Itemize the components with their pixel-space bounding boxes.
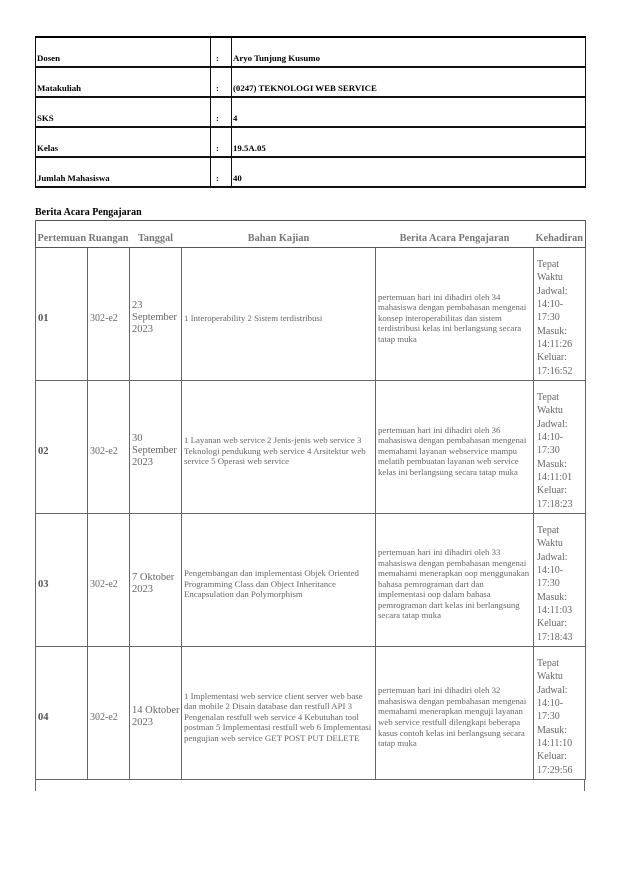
schedule-label: Jadwal: — [537, 551, 568, 563]
info-row-dosen — [36, 37, 586, 67]
attendance-info — [537, 657, 573, 777]
info-separator: : — [211, 127, 232, 157]
info-value-credits: 4 — [232, 97, 586, 127]
header-berita-acara: Berita Acara Pengajaran — [376, 221, 534, 248]
check-out-label: Keluar: — [537, 352, 567, 364]
info-row-jumlah-mahasiswa — [36, 157, 586, 187]
info-separator: : — [211, 157, 232, 187]
table-row — [36, 647, 586, 780]
teaching-report-table — [35, 220, 586, 780]
info-separator: : — [211, 97, 232, 127]
room: 302-e2 — [88, 248, 130, 381]
info-label: Jumlah Mahasiswa — [36, 157, 211, 187]
table-header-row — [36, 221, 586, 248]
meeting-date: 30 September 2023 — [130, 381, 182, 514]
meeting-date: 7 Oktober 2023 — [130, 514, 182, 647]
info-separator: : — [211, 37, 232, 67]
attendance-info — [537, 524, 573, 644]
room: 302-e2 — [88, 381, 130, 514]
header-ruangan: Ruangan — [88, 221, 130, 248]
check-out-label: Keluar: — [537, 618, 567, 630]
info-value-class: 19.5A.05 — [232, 127, 586, 157]
meeting-number: 01 — [36, 248, 88, 381]
room: 302-e2 — [88, 647, 130, 780]
schedule-time: 14:10-​17:30 — [537, 565, 564, 590]
check-in-time: 14:11:01 — [537, 471, 573, 483]
attendance-status: Tepat Waktu — [537, 392, 563, 417]
check-in-time: 14:11:10 — [537, 737, 573, 749]
header-tanggal: Tanggal — [130, 221, 182, 248]
check-in-label: Masuk: — [537, 458, 567, 470]
info-row-matakuliah — [36, 67, 586, 97]
schedule-time: 14:10-​17:30 — [537, 698, 564, 723]
info-row-kelas — [36, 127, 586, 157]
table-row — [36, 381, 586, 514]
attendance-cell — [534, 647, 586, 780]
section-title: Berita Acara Pengajaran — [35, 207, 142, 218]
meeting-number: 03 — [36, 514, 88, 647]
table-continuation — [35, 779, 585, 791]
schedule-label: Jadwal: — [537, 684, 568, 696]
meeting-number: 04 — [36, 647, 88, 780]
info-value-course: (0247) TEKNOLOGI WEB SERVICE — [232, 67, 586, 97]
schedule-time: 14:10-​17:30 — [537, 299, 564, 324]
teaching-report: pertemuan hari ini dihadiri oleh 34 mahasiswa dengan pembahasan mengenai konsep interoperabilitas dan sistem terdistribusi kelas ini berlangsung secara tatap muka — [376, 248, 534, 381]
attendance-info — [537, 391, 573, 511]
room: 302-e2 — [88, 514, 130, 647]
schedule-time: 14:10-​17:30 — [537, 432, 564, 457]
schedule-label: Jadwal: — [537, 418, 568, 430]
study-material: 1 Interoperability 2 Sistem terdistribusi — [182, 248, 376, 381]
info-label: SKS — [36, 97, 211, 127]
check-out-time: 17:29:56 — [537, 764, 573, 776]
check-in-label: Masuk: — [537, 591, 567, 603]
check-out-label: Keluar: — [537, 751, 567, 763]
check-out-time: 17:18:23 — [537, 498, 573, 510]
info-separator: : — [211, 67, 232, 97]
study-material: 1 Layanan web service 2 Jenis-jenis web service 3 Teknologi pendukung web service 4 Arsitektur web service 5 Operasi web service — [182, 381, 376, 514]
info-value-lecturer: Aryo Tunjung Kusumo — [232, 37, 586, 67]
header-kehadiran: Kehadiran — [534, 221, 586, 248]
check-in-label: Masuk: — [537, 325, 567, 337]
teaching-report: pertemuan hari ini dihadiri oleh 36 mahasiswa dengan pembahasan mengenai memahami layanan webservice mampu melatih pembuatan layanan web service kelas ini berlangsung secara tatap muka — [376, 381, 534, 514]
info-label: Dosen — [36, 37, 211, 67]
attendance-cell — [534, 381, 586, 514]
table-row — [36, 514, 586, 647]
info-label: Matakuliah — [36, 67, 211, 97]
teaching-report: pertemuan hari ini dihadiri oleh 33 mahasiswa dengan pembahasan mengenai memahami menerapkan oop menggunakan bahasa pemrograman dart dan implementasi oop dalam bahasa pemrograman dart kelas ini berlangsung secara tatap muka — [376, 514, 534, 647]
header-pertemuan: Pertemuan — [36, 221, 88, 248]
header-bahan-kajian: Bahan Kajian — [182, 221, 376, 248]
course-info-table — [35, 36, 586, 188]
meeting-date: 14 Oktober 2023 — [130, 647, 182, 780]
meeting-number: 02 — [36, 381, 88, 514]
attendance-status: Tepat Waktu — [537, 525, 563, 550]
check-in-label: Masuk: — [537, 724, 567, 736]
table-row — [36, 248, 586, 381]
info-value-student-count: 40 — [232, 157, 586, 187]
teaching-report: pertemuan hari ini dihadiri oleh 32 mahasiswa dengan pembahasan mengenai memahami menerapkan menguji layanan web service restfull dilengkapi beberapa kasus contoh kelas ini berlangsung secara tatap muka — [376, 647, 534, 780]
check-out-time: 17:16:52 — [537, 365, 573, 377]
study-material: 1 Implementasi web service client server web base dan mobile 2 Disain database dan restfull API 3 Pengenalan restfull web service 4 Kebutuhan tool postman 5 Implementasi restfull web 6 Implementasi pengujian web service GET POST PUT DELETE — [182, 647, 376, 780]
check-out-time: 17:18:43 — [537, 631, 573, 643]
attendance-info — [537, 258, 573, 378]
check-out-label: Keluar: — [537, 485, 567, 497]
attendance-status: Tepat Waktu — [537, 259, 563, 284]
check-in-time: 14:11:26 — [537, 338, 573, 350]
attendance-status: Tepat Waktu — [537, 658, 563, 683]
attendance-cell — [534, 248, 586, 381]
check-in-time: 14:11:03 — [537, 604, 573, 616]
schedule-label: Jadwal: — [537, 285, 568, 297]
study-material: Pengembangan dan implementasi Objek Oriented Programming Class dan Object Inheritance Encapsulation dan Polymorphism — [182, 514, 376, 647]
meeting-date: 23 September 2023 — [130, 248, 182, 381]
attendance-cell — [534, 514, 586, 647]
info-label: Kelas — [36, 127, 211, 157]
info-row-sks — [36, 97, 586, 127]
